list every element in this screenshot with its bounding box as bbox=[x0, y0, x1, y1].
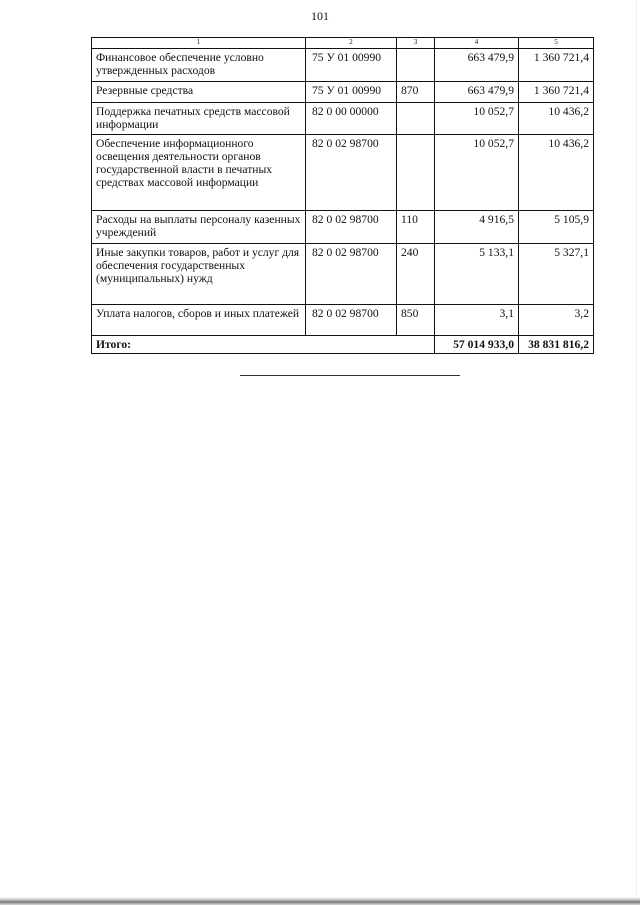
row-sum-year1: 663 479,9 bbox=[435, 49, 519, 82]
row-code: 82 0 02 98700 bbox=[306, 135, 397, 211]
row-sum-year2: 1 360 721,4 bbox=[519, 49, 594, 82]
row-sum-year1: 3,1 bbox=[435, 305, 519, 336]
row-sum-year2: 10 436,2 bbox=[519, 103, 594, 135]
row-code: 75 У 01 00990 bbox=[306, 49, 397, 82]
table-row bbox=[92, 244, 594, 305]
row-name: Поддержка печатных средств массовой информации bbox=[92, 103, 306, 135]
column-number-5: 5 bbox=[519, 38, 594, 49]
row-sum-year1: 5 133,1 bbox=[435, 244, 519, 305]
row-name: Обеспечение информационного освещения деятельности органов государственной власти в печатных средствах массовой информации bbox=[92, 135, 306, 211]
row-sum-year2: 1 360 721,4 bbox=[519, 82, 594, 103]
table-header-row bbox=[92, 38, 594, 49]
row-expense-type: 850 bbox=[397, 305, 435, 336]
scan-edge-right bbox=[636, 0, 640, 905]
row-expense-type bbox=[397, 103, 435, 135]
row-expense-type: 240 bbox=[397, 244, 435, 305]
closing-divider-line bbox=[240, 375, 460, 376]
row-code: 82 0 02 98700 bbox=[306, 305, 397, 336]
total-row bbox=[92, 336, 594, 354]
total-sum-year1: 57 014 933,0 bbox=[435, 336, 519, 354]
row-expense-type bbox=[397, 49, 435, 82]
row-code: 82 0 02 98700 bbox=[306, 244, 397, 305]
table-row bbox=[92, 82, 594, 103]
row-name: Финансовое обеспечение условно утвержденных расходов bbox=[92, 49, 306, 82]
table-row bbox=[92, 305, 594, 336]
row-expense-type: 870 bbox=[397, 82, 435, 103]
scan-edge-bottom bbox=[0, 897, 640, 905]
column-number-1: 1 bbox=[92, 38, 306, 49]
row-sum-year1: 663 479,9 bbox=[435, 82, 519, 103]
row-expense-type: 110 bbox=[397, 211, 435, 244]
row-name: Резервные средства bbox=[92, 82, 306, 103]
table-row bbox=[92, 103, 594, 135]
total-sum-year2: 38 831 816,2 bbox=[519, 336, 594, 354]
row-sum-year2: 3,2 bbox=[519, 305, 594, 336]
budget-table bbox=[91, 37, 594, 354]
page-number: 101 bbox=[311, 9, 329, 23]
row-sum-year2: 5 105,9 bbox=[519, 211, 594, 244]
row-expense-type bbox=[397, 135, 435, 211]
row-sum-year1: 10 052,7 bbox=[435, 103, 519, 135]
table-row bbox=[92, 135, 594, 211]
total-label: Итого: bbox=[92, 336, 435, 354]
column-number-3: 3 bbox=[397, 38, 435, 49]
row-name: Расходы на выплаты персоналу казенных учреждений bbox=[92, 211, 306, 244]
table-row bbox=[92, 211, 594, 244]
row-sum-year1: 4 916,5 bbox=[435, 211, 519, 244]
row-sum-year1: 10 052,7 bbox=[435, 135, 519, 211]
row-sum-year2: 10 436,2 bbox=[519, 135, 594, 211]
row-name: Уплата налогов, сборов и иных платежей bbox=[92, 305, 306, 336]
row-name: Иные закупки товаров, работ и услуг для обеспечения государственных (муниципальных) нужд bbox=[92, 244, 306, 305]
row-sum-year2: 5 327,1 bbox=[519, 244, 594, 305]
table-row bbox=[92, 49, 594, 82]
column-number-4: 4 bbox=[435, 38, 519, 49]
row-code: 75 У 01 00990 bbox=[306, 82, 397, 103]
column-number-2: 2 bbox=[306, 38, 397, 49]
row-code: 82 0 00 00000 bbox=[306, 103, 397, 135]
row-code: 82 0 02 98700 bbox=[306, 211, 397, 244]
